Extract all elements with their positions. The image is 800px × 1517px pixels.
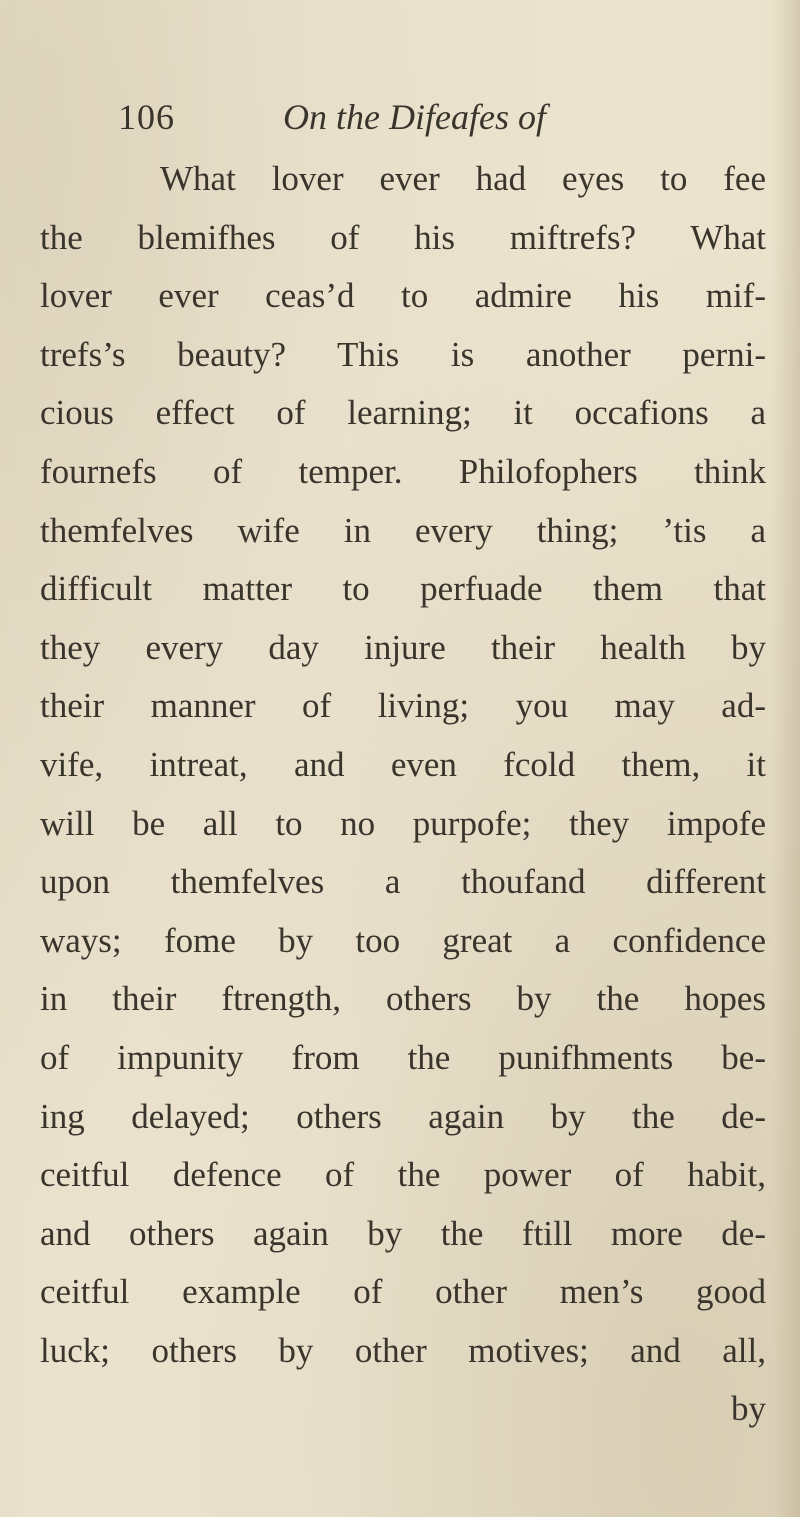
text-line: vife, intreat, and even fcold them, it [40, 744, 766, 784]
body-text [40, 150, 766, 1439]
text-line: in their ftrength, others by the hopes [40, 979, 766, 1019]
text-line: they every day injure their health by [40, 627, 766, 667]
running-title: On the Difeafes of [283, 97, 546, 137]
text-line: of impunity from the punifhments be- [40, 1037, 766, 1077]
text-line: trefs’s beauty? This is another perni- [40, 334, 766, 374]
text-line: cious effect of learning; it occafions a [40, 393, 766, 433]
catchword: by [731, 1389, 766, 1429]
text-line: difficult matter to perfuade them that [40, 569, 766, 609]
text-line: lover ever ceas’d to admire his mif- [40, 276, 766, 316]
running-head [118, 92, 718, 142]
text-line: What lover ever had eyes to fee [160, 159, 766, 198]
text-line: and others again by the ftill more de- [40, 1213, 766, 1253]
text-line: upon themfelves a thoufand different [40, 862, 766, 902]
text-line: ways; fome by too great a confidence [40, 920, 766, 960]
text-line: ing delayed; others again by the de- [40, 1096, 766, 1136]
text-line: the blemifhes of his miftrefs? What [40, 217, 766, 257]
text-line: ceitful defence of the power of habit, [40, 1155, 766, 1195]
text-line: their manner of living; you may ad- [40, 686, 766, 726]
page-edge-shadow [772, 0, 800, 1517]
text-line: luck; others by other motives; and all, [40, 1330, 766, 1370]
text-line: ceitful example of other men’s good [40, 1272, 766, 1312]
text-line: will be all to no purpofe; they impofe [40, 803, 766, 843]
text-line: themfelves wife in every thing; ’tis a [40, 510, 766, 550]
text-line: fournefs of temper. Philofophers think [40, 451, 766, 491]
page-number: 106 [118, 97, 175, 137]
